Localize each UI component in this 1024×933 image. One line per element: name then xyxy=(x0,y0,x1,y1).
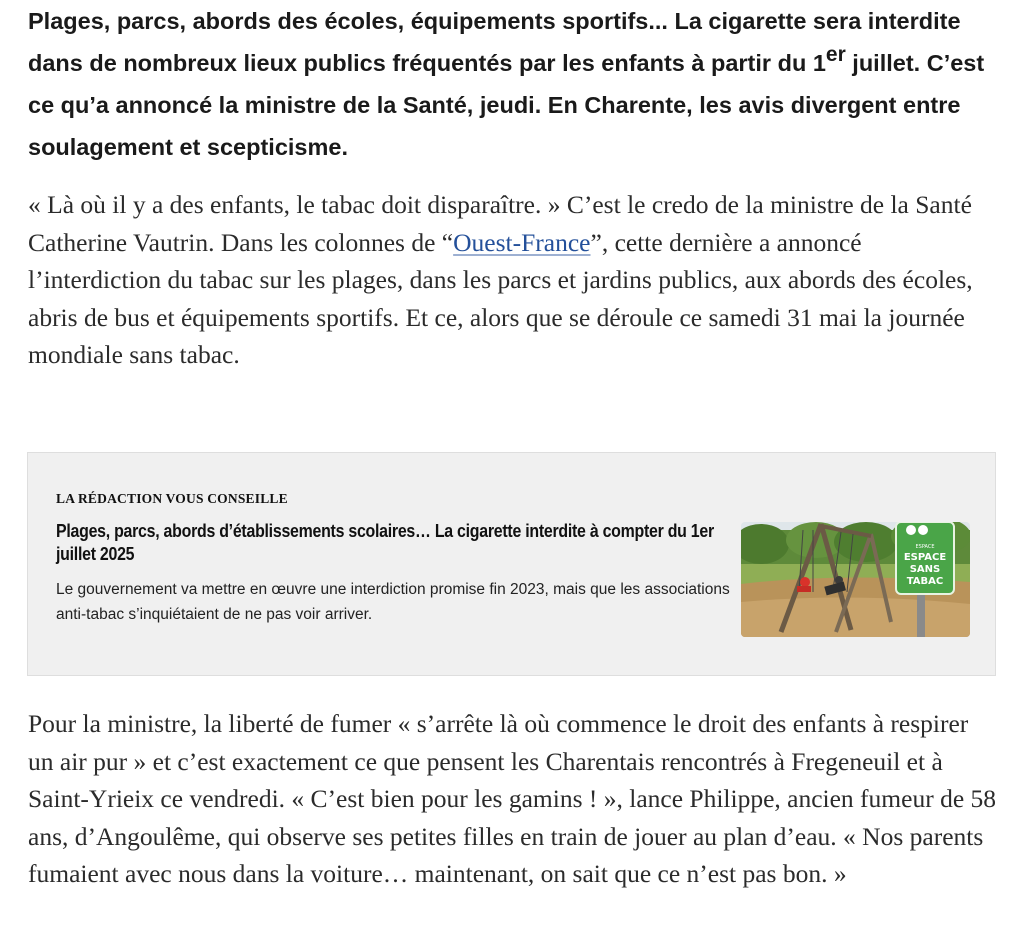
playground-photo-illustration xyxy=(741,522,970,637)
recommended-article-title[interactable]: Plages, parcs, abords d’établissements scolaires… La cigarette interdite à compter du 1er juillet 2025 xyxy=(56,520,714,564)
lede-superscript: er xyxy=(825,43,846,66)
recommended-article-card[interactable] xyxy=(27,452,996,676)
sign-text-small: ESPACE xyxy=(915,544,935,550)
recommended-article-description: Le gouvernement va mettre en œuvre une interdiction promise fin 2023, mais que les associations anti-tabac s’inquiétaient de ne pas voir arriver. xyxy=(56,581,730,623)
lede-text-part2: juillet. C’est ce qu’a annoncé la ministre de la Santé, jeudi. En Charente, les avis divergent entre soulagement et scepticisme. xyxy=(28,50,985,160)
article-lede xyxy=(28,0,988,168)
sign-text-line3: TABAC xyxy=(906,576,944,587)
sign-text-line1: ESPACE xyxy=(903,552,947,563)
recommended-article-thumbnail[interactable] xyxy=(741,522,970,637)
recommendation-kicker: LA RÉDACTION VOUS CONSEILLE xyxy=(56,491,288,506)
article-paragraph-2: Pour la ministre, la liberté de fumer « s’arrête là où commence le droit des enfants à respirer un air pur » et c’est exactement ce que pensent les Charentais rencontrés à Fregeneuil et à Saint-Yrieix ce vendredi. « C’est bien pour les gamins ! », lance Philippe, ancien fumeur de 58 ans, d’Angoulême, qui observe ses petites filles en train de jouer au plan d’eau. « Nos parents fumaient avec nous dans la voiture… maintenant, on sait que ce n’est pas bon. » xyxy=(28,709,997,888)
paragraph-1-after-link: ”, cette dernière a annoncé l’interdiction du tabac sur les plages, dans les parcs et jardins publics, aux abords des écoles, abris de bus et équipements sportifs. Et ce, alors que se déroule ce samedi 31 mai la journée mondiale sans tabac. xyxy=(28,227,973,369)
ouest-france-link[interactable]: Ouest-France xyxy=(453,227,591,257)
paragraph-1-before-link: « Là où il y a des enfants, le tabac doit disparaître. » C’est le credo de la ministre de la Santé Catherine Vautrin. Dans les colonnes de “ xyxy=(28,190,972,257)
lede-text-part1: Plages, parcs, abords des écoles, équipements sportifs... La cigarette sera interdite dans de nombreux lieux publics fréquentés par les enfants à partir du 1 xyxy=(28,8,961,76)
sign-text-line2: SANS xyxy=(909,564,941,575)
article-paragraph-1 xyxy=(28,186,1000,374)
